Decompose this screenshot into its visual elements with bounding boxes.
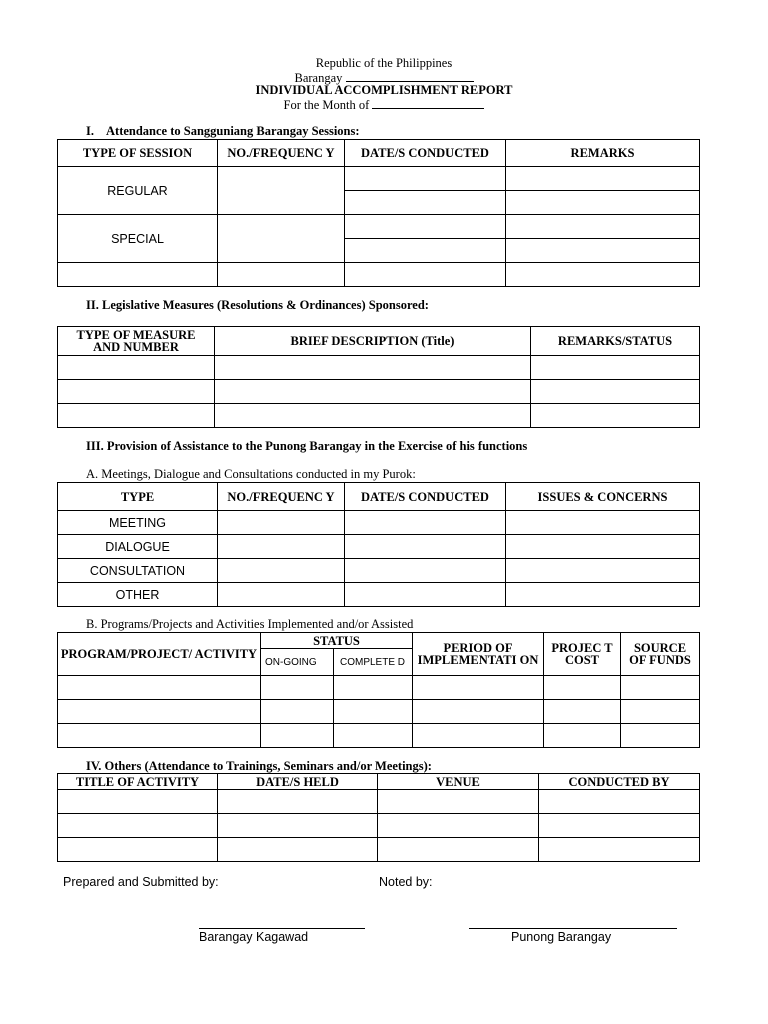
cell[interactable] — [218, 167, 345, 215]
cell[interactable] — [621, 724, 700, 748]
header-dates-conducted: DATE/S CONDUCTED — [345, 483, 506, 511]
cell[interactable] — [334, 676, 413, 700]
cell[interactable] — [334, 700, 413, 724]
programs-table — [57, 632, 700, 748]
cell[interactable] — [58, 700, 261, 724]
row-meeting: MEETING — [58, 511, 218, 535]
cell[interactable] — [544, 676, 621, 700]
header-remarks-status: REMARKS/STATUS — [531, 327, 700, 356]
cell[interactable] — [345, 215, 506, 239]
cell[interactable] — [58, 263, 218, 287]
cell[interactable] — [218, 263, 345, 287]
punong-signature-line[interactable] — [469, 928, 677, 929]
section3-title: III. Provision of Assistance to the Punong Barangay in the Exercise of his functions — [86, 439, 528, 453]
barangay-blank[interactable] — [346, 70, 474, 82]
meetings-table — [57, 482, 700, 607]
cell[interactable] — [345, 535, 506, 559]
header-source-of-funds: SOURCE OF FUNDS — [621, 633, 700, 676]
cell[interactable] — [215, 356, 531, 380]
cell[interactable] — [378, 790, 539, 814]
prepared-label: Prepared and Submitted by: — [63, 875, 219, 889]
cell[interactable] — [218, 511, 345, 535]
cell[interactable] — [58, 724, 261, 748]
cell[interactable] — [531, 356, 700, 380]
cell[interactable] — [413, 676, 544, 700]
cell[interactable] — [218, 790, 378, 814]
kagawad-signature-line[interactable] — [199, 928, 365, 929]
cell[interactable] — [345, 167, 506, 191]
cell[interactable] — [506, 263, 700, 287]
cell[interactable] — [345, 559, 506, 583]
cell[interactable] — [506, 191, 700, 215]
cell[interactable] — [621, 676, 700, 700]
row-consultation: CONSULTATION — [58, 559, 218, 583]
header-type-of-session: TYPE OF SESSION — [58, 140, 218, 167]
cell[interactable] — [218, 215, 345, 263]
cell[interactable] — [413, 724, 544, 748]
cell[interactable] — [218, 838, 378, 862]
cell[interactable] — [378, 814, 539, 838]
kagawad-label: Barangay Kagawad — [199, 930, 309, 944]
header-dates-conducted: DATE/S CONDUCTED — [345, 140, 506, 167]
header-period: PERIOD OF IMPLEMENTATI ON — [413, 633, 544, 676]
cell[interactable] — [539, 814, 700, 838]
cell[interactable] — [378, 838, 539, 862]
cell[interactable] — [58, 790, 218, 814]
section4-title: IV. Others (Attendance to Trainings, Seminars and/or Meetings): — [86, 759, 432, 773]
cell[interactable] — [345, 583, 506, 607]
row-special: SPECIAL — [58, 215, 218, 263]
cell[interactable] — [261, 676, 334, 700]
header-type: TYPE — [58, 483, 218, 511]
cell[interactable] — [218, 583, 345, 607]
cell[interactable] — [215, 404, 531, 428]
republic-text: Republic of the Philippines — [315, 56, 453, 70]
header-frequency: NO./FREQUENC Y — [218, 140, 345, 167]
cell[interactable] — [261, 700, 334, 724]
cell[interactable] — [621, 700, 700, 724]
cell[interactable] — [58, 676, 261, 700]
month-blank[interactable] — [372, 97, 484, 109]
month-line — [0, 97, 768, 112]
cell[interactable] — [506, 215, 700, 239]
cell[interactable] — [218, 814, 378, 838]
section1-title-text: Attendance to Sangguniang Barangay Sessions: — [106, 124, 360, 138]
header-program: PROGRAM/PROJECT/ ACTIVITY — [58, 633, 261, 676]
cell[interactable] — [531, 404, 700, 428]
cell[interactable] — [261, 724, 334, 748]
cell[interactable] — [58, 356, 215, 380]
row-dialogue: DIALOGUE — [58, 535, 218, 559]
punong-label: Punong Barangay — [511, 930, 612, 944]
row-other: OTHER — [58, 583, 218, 607]
header-brief-description: BRIEF DESCRIPTION (Title) — [215, 327, 531, 356]
noted-label: Noted by: — [379, 875, 433, 889]
report-title: INDIVIDUAL ACCOMPLISHMENT REPORT — [255, 83, 513, 97]
header-dates-held: DATE/S HELD — [218, 774, 378, 790]
section1-num: I. — [86, 124, 94, 138]
header-completed: COMPLETE D — [334, 649, 413, 676]
month-label: For the Month of — [283, 98, 370, 112]
header-frequency: NO./FREQUENC Y — [218, 483, 345, 511]
header-venue: VENUE — [378, 774, 539, 790]
cell[interactable] — [506, 511, 700, 535]
cell[interactable] — [544, 700, 621, 724]
cell[interactable] — [345, 191, 506, 215]
cell[interactable] — [506, 559, 700, 583]
header-issues-concerns: ISSUES & CONCERNS — [506, 483, 700, 511]
cell[interactable] — [218, 535, 345, 559]
cell[interactable] — [506, 239, 700, 263]
header-conducted-by: CONDUCTED BY — [539, 774, 700, 790]
cell[interactable] — [345, 263, 506, 287]
measures-table — [57, 326, 700, 428]
header-type-of-measure: TYPE OF MEASURE AND NUMBER — [58, 327, 215, 356]
section3b-title: B. Programs/Projects and Activities Implemented and/or Assisted — [86, 617, 414, 631]
cell[interactable] — [506, 583, 700, 607]
sessions-table — [57, 139, 700, 287]
cell[interactable] — [544, 724, 621, 748]
section2-title: II. Legislative Measures (Resolutions & Ordinances) Sponsored: — [86, 298, 429, 312]
cell[interactable] — [58, 838, 218, 862]
cell[interactable] — [345, 239, 506, 263]
cell[interactable] — [58, 814, 218, 838]
header-title-of-activity: TITLE OF ACTIVITY — [58, 774, 218, 790]
cell[interactable] — [506, 167, 700, 191]
row-regular: REGULAR — [58, 167, 218, 215]
cell[interactable] — [539, 838, 700, 862]
cell[interactable] — [506, 535, 700, 559]
header-ongoing: ON-GOING — [261, 649, 334, 676]
cell[interactable] — [58, 380, 215, 404]
cell[interactable] — [334, 724, 413, 748]
cell[interactable] — [531, 380, 700, 404]
cell[interactable] — [215, 380, 531, 404]
cell[interactable] — [413, 700, 544, 724]
others-table — [57, 773, 700, 862]
header-status: STATUS — [261, 633, 413, 649]
cell[interactable] — [218, 559, 345, 583]
cell[interactable] — [345, 511, 506, 535]
section1-title — [86, 124, 360, 139]
cell[interactable] — [58, 404, 215, 428]
header-project-cost: PROJEC T COST — [544, 633, 621, 676]
cell[interactable] — [539, 790, 700, 814]
barangay-label: Barangay — [294, 71, 343, 85]
header-remarks: REMARKS — [506, 140, 700, 167]
section3a-title: A. Meetings, Dialogue and Consultations conducted in my Purok: — [86, 467, 416, 481]
